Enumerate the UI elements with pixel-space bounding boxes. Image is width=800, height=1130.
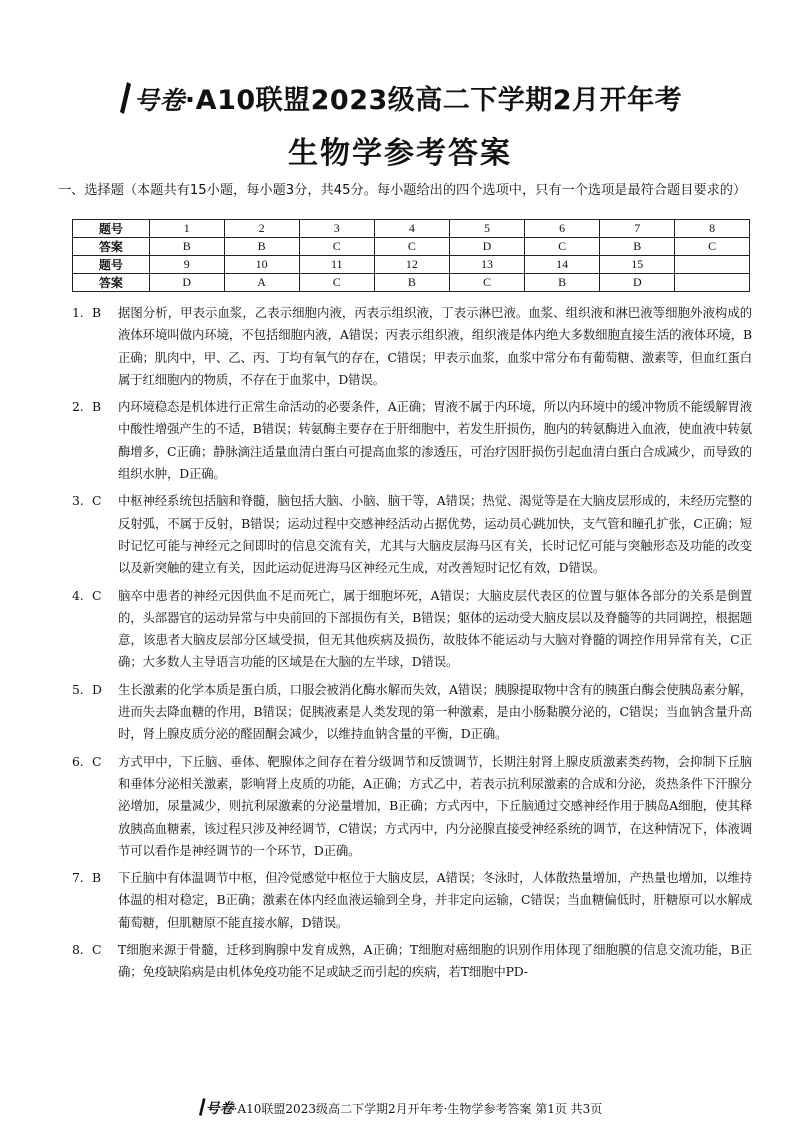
question-number: 8. (72, 942, 84, 958)
exam-title: ·A10联盟2023级高二下学期2月开年考 (184, 85, 683, 116)
row-label: 题号 (73, 220, 150, 238)
table-cell: 1 (149, 220, 224, 238)
explanation-text: 下丘脑中有体温调节中枢，但冷觉感觉中枢位于大脑皮层，A错误；冬泳时，人体散热量增加，产热量也增加，以维持体温的相对稳定，B正确；激素在体内经血液运输到全身，并非定向运输，C错误；当血糖偏低时，肝糖原可以水解成葡萄糖，但肌糖原不能直接水解，D错误。 (118, 870, 752, 930)
list-item (72, 679, 752, 746)
brand-logo-icon (198, 1097, 206, 1117)
table-cell: 12 (374, 256, 449, 274)
list-item (72, 751, 752, 862)
answer-key: D (92, 681, 102, 697)
table-cell: 3 (299, 220, 374, 238)
table-cell: 9 (149, 256, 224, 274)
table-cell: 10 (224, 256, 299, 274)
table-row (73, 256, 750, 274)
question-number: 4. (72, 587, 84, 603)
table-cell: B (149, 238, 224, 256)
explanation-text: 中枢神经系统包括脑和脊髓，脑包括大脑、小脑、脑干等，A错误；热觉、渴觉等是在大脑皮层形成的，未经历完整的反射弧，不属于反射，B错误；运动过程中交感神经活动占据优势，运动员心跳加快，支气管和瞳孔扩张，C正确；短时记忆可能与神经元之间即时的信息交流有关，尤其与大脑皮层海马区有关，长时记忆可能与突触形态及功能的改变以及新突触的建立有关，因此运动促进海马区神经元生成，对改善短时记忆有效，D错误。 (118, 493, 752, 576)
row-label: 题号 (73, 256, 150, 274)
row-label: 答案 (73, 238, 150, 256)
list-item (72, 939, 752, 984)
page-subtitle: 生物学参考答案 (288, 136, 512, 171)
explanation-text: 据图分析，甲表示血浆，乙表示细胞内液，丙表示组织液，丁表示淋巴液。血浆、组织液和淋巴液等细胞外液构成的液体环境叫做内环境，不包括细胞内液，A错误；丙表示组织液，组织液是体内绝大多数细胞直接生活的液体环境，B正确；肌肉中，甲、乙、丙、丁均有氧气的存在，C错误；甲表示血浆，血浆中常分布有葡萄糖、激素等，但血红蛋白属于红细胞内的物质，不存在于血浆中，D错误。 (118, 305, 752, 387)
question-number: 1. (72, 305, 84, 320)
list-item (72, 396, 752, 485)
question-number: 7. (72, 870, 84, 886)
list-item (72, 490, 752, 579)
answer-key-table (72, 219, 750, 292)
table-cell: D (600, 274, 675, 292)
table-cell: 5 (449, 220, 524, 238)
table-cell: D (449, 238, 524, 256)
table-row (73, 220, 750, 238)
table-cell: 15 (600, 256, 675, 274)
table-cell: 8 (675, 220, 750, 238)
footer-text: ·A10联盟2023级高二下学期2月开年考·生物学参考答案 第1页 共3页 (233, 1102, 603, 1116)
brand-logo-icon (118, 81, 132, 115)
answer-key: C (92, 942, 102, 958)
explanation-text: 脑卒中患者的神经元因供血不足而死亡，属于细胞坏死，A错误；大脑皮层代表区的位置与躯体各部分的关系是倒置的，头部器官的运动异常与中央前回的下部损伤有关，B错误；躯体的运动受大脑皮层以及脊髓等的共同调控，根据题意，该患者大脑皮层部分区域受损，但无其他疾病及损伤，故肢体不能运动与大脑对脊髓的调控作用异常有关，C正确；大多数人主导语言功能的区域是在大脑的左半球，D错误。 (118, 587, 752, 670)
table-cell: C (675, 238, 750, 256)
table-row (73, 274, 750, 292)
table-cell: 2 (224, 220, 299, 238)
table-cell: C (525, 238, 600, 256)
table-cell: 7 (600, 220, 675, 238)
table-cell (675, 274, 750, 292)
table-cell: C (374, 238, 449, 256)
answer-key: C (92, 587, 102, 603)
table-cell: B (600, 238, 675, 256)
list-item (72, 302, 752, 391)
table-cell: 14 (525, 256, 600, 274)
table-cell: C (299, 274, 374, 292)
explanation-text: 生长激素的化学本质是蛋白质，口服会被消化酶水解而失效，A错误；胰腺提取物中含有的胰蛋白酶会使胰岛素分解，进而失去降血糖的作用，B错误；促胰液素是人类发现的第一种激素，是由小肠黏膜分泌的，C错误；当血钠含量升高时，肾上腺皮质分泌的醛固酮会减少，以维持血钠含量的平衡，D正确。 (118, 681, 752, 742)
brand-name: 号卷 (133, 86, 185, 115)
table-cell: A (224, 274, 299, 292)
list-item (72, 585, 752, 674)
question-number: 2. (72, 399, 84, 415)
answer-key: C (92, 753, 102, 769)
answer-explanations (72, 302, 752, 989)
table-cell: B (374, 274, 449, 292)
table-row (73, 238, 750, 256)
answer-key: B (92, 399, 101, 415)
table-cell: B (525, 274, 600, 292)
table-cell: B (224, 238, 299, 256)
explanation-text: T细胞来源于骨髓，迁移到胸腺中发育成熟，A正确；T细胞对癌细胞的识别作用体现了细胞膜的信息交流功能，B正确；免疫缺陷病是由机体免疫功能不足或缺乏而引起的疾病，若T细胞中PD- (118, 942, 752, 980)
table-cell (675, 256, 750, 274)
table-cell: 11 (299, 256, 374, 274)
explanation-text: 内环境稳态是机体进行正常生命活动的必要条件，A正确；胃液不属于内环境，所以内环境中的缓冲物质不能缓解胃液中酸性增强产生的不适，B错误；转氨酶主要存在于肝细胞中，若发生肝损伤，胞内的转氨酶进入血液，使血液中转氨酶增多，C正确；静脉滴注适量血清白蛋白可提高血浆的渗透压，可治疗因肝损伤引起血清白蛋白合成减少，而导致的组织水肿，D正确。 (118, 399, 752, 482)
table-cell: D (149, 274, 224, 292)
page-footer (0, 1097, 800, 1118)
document-title (0, 78, 800, 117)
explanation-text: 方式甲中，下丘脑、垂体、靶腺体之间存在着分级调节和反馈调节，长期注射肾上腺皮质激素类药物，会抑制下丘脑和垂体分泌相关激素，影响肾上皮质的功能，A正确；方式乙中，若表示抗利尿激素的合成和分泌，炎热条件下汗腺分泌增加，尿量减少，则抗利尿激素的分泌量增加，B正确；方式丙中，下丘脑通过交感神经作用于胰岛A细胞，使其释放胰高血糖素，该过程只涉及神经调节，C错误；方式丙中，内分泌腺直接受神经系统的调节，在这种情况下，体液调节可以看作是神经调节的一个环节，D正确。 (118, 753, 752, 858)
question-number: 6. (72, 753, 84, 769)
row-label: 答案 (73, 274, 150, 292)
list-item (72, 867, 752, 934)
table-cell: C (299, 238, 374, 256)
question-number: 5. (72, 681, 84, 697)
question-number: 3. (72, 493, 84, 509)
answer-key: C (92, 493, 102, 509)
table-cell: C (449, 274, 524, 292)
footer-brand: 号卷 (205, 1101, 234, 1117)
table-cell: 13 (449, 256, 524, 274)
answer-key: B (92, 870, 101, 886)
table-cell: 6 (525, 220, 600, 238)
section-heading: 一、选择题（本题共有15小题，每小题3分，共45分。每小题给出的四个选项中，只有一个选项是最符合题目要求的） (58, 183, 747, 198)
table-cell: 4 (374, 220, 449, 238)
answer-key: B (92, 305, 101, 320)
